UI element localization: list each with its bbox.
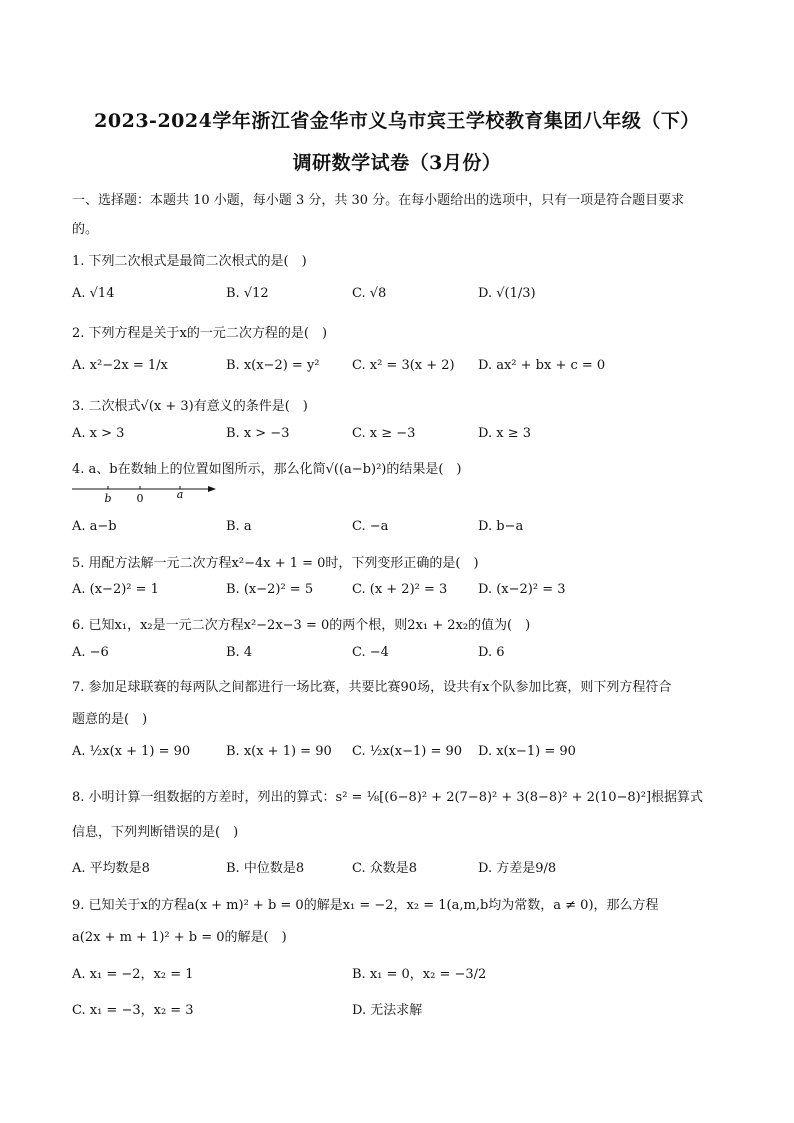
number-line-figure [70, 480, 220, 506]
q6-option-d: D. 6 [478, 645, 505, 660]
q4-option-a: A. a−b [72, 519, 117, 534]
q2-option-d: D. ax² + bx + c = 0 [478, 358, 606, 373]
axis-label-a: a [176, 488, 184, 501]
q1-stem: 1. 下列二次根式是最简二次根式的是( ) [72, 254, 307, 269]
q9-stem: 9. 已知关于x的方程a(x + m)² + b = 0的解是x₁ = −2，x₂ = 1(a,m,b均为常数，a ≠ 0)，那么方程 [72, 898, 659, 913]
q8-option-c: C. 众数是8 [352, 861, 418, 876]
q9-option-b: B. x₁ = 0，x₂ = −3/2 [352, 967, 487, 982]
q5-option-c: C. (x + 2)² = 3 [352, 582, 448, 597]
title-line-2: 调研数学试卷（3月份） [292, 152, 502, 174]
q1-option-a: A. √14 [72, 286, 115, 301]
q3-option-d: D. x ≥ 3 [478, 426, 531, 441]
q5-option-a: A. (x−2)² = 1 [72, 582, 159, 597]
title-line-1: 2023-2024学年浙江省金华市义乌市宾王学校教育集团八年级（下） [94, 110, 700, 132]
q4-option-c: C. −a [352, 519, 389, 534]
q3-option-c: C. x ≥ −3 [352, 426, 416, 441]
q3-option-a: A. x > 3 [72, 426, 125, 441]
q5-stem: 5. 用配方法解一元二次方程x²−4x + 1 = 0时，下列变形正确的是( ) [72, 556, 479, 571]
q1-option-d: D. √(1/3) [478, 286, 536, 301]
q7-option-a: A. ½x(x + 1) = 90 [72, 744, 191, 759]
q4-option-d: D. b−a [478, 519, 524, 534]
q2-option-b: B. x(x−2) = y² [226, 358, 320, 373]
q9-option-d: D. 无法求解 [352, 1003, 423, 1018]
q3-stem: 3. 二次根式√(x + 3)有意义的条件是( ) [72, 399, 308, 414]
q4-stem: 4. a、b在数轴上的位置如图所示，那么化简√((a−b)²)的结果是( ) [72, 462, 462, 477]
axis-label-0: 0 [136, 492, 144, 505]
q6-option-a: A. −6 [72, 645, 109, 660]
q6-stem: 6. 已知x₁，x₂是一元二次方程x²−2x−3 = 0的两个根，则2x₁ + 2x₂的值为( ) [72, 618, 531, 633]
q1-option-b: B. √12 [226, 286, 269, 301]
q9-stem-cont: a(2x + m + 1)² + b = 0的解是( ) [72, 930, 287, 945]
q8-stem: 8. 小明计算一组数据的方差时，列出的算式：s² = ⅛[(6−8)² + 2(7−8)² + 3(8−8)² + 2(10−8)²]根据算式 [72, 790, 704, 805]
axis-label-b: b [104, 492, 112, 505]
q6-option-c: C. −4 [352, 645, 389, 660]
q8-option-d: D. 方差是9/8 [478, 861, 557, 876]
q7-stem: 7. 参加足球联赛的每两队之间都进行一场比赛，共要比赛90场，设共有x个队参加比赛，则下列方程符合 [72, 680, 672, 695]
q5-option-b: B. (x−2)² = 5 [226, 582, 314, 597]
q8-option-a: A. 平均数是8 [72, 861, 150, 876]
q7-option-b: B. x(x + 1) = 90 [226, 744, 332, 759]
q5-option-d: D. (x−2)² = 3 [478, 582, 566, 597]
q3-option-b: B. x > −3 [226, 426, 290, 441]
q7-option-d: D. x(x−1) = 90 [478, 744, 576, 759]
q8-stem-cont: 信息，下列判断错误的是( ) [72, 825, 239, 840]
q1-option-c: C. √8 [352, 286, 387, 301]
q2-stem: 2. 下列方程是关于x的一元二次方程的是( ) [72, 326, 328, 341]
number-line-arrow [208, 486, 216, 492]
q7-stem-cont: 题意的是( ) [72, 712, 148, 727]
q8-option-b: B. 中位数是8 [226, 861, 305, 876]
q9-option-c: C. x₁ = −3，x₂ = 3 [72, 1003, 194, 1018]
q4-option-b: B. a [226, 519, 252, 534]
q2-option-a: A. x²−2x = 1/x [72, 358, 168, 373]
section-heading-cont: 的。 [72, 222, 99, 237]
q2-option-c: C. x² = 3(x + 2) [352, 358, 455, 373]
q7-option-c: C. ½x(x−1) = 90 [352, 744, 463, 759]
q9-option-a: A. x₁ = −2，x₂ = 1 [72, 967, 194, 982]
q6-option-b: B. 4 [226, 645, 253, 660]
section-heading: 一、选择题：本题共 10 小题，每小题 3 分，共 30 分。在每小题给出的选项中，只有一项是符合题目要求 [72, 193, 685, 208]
